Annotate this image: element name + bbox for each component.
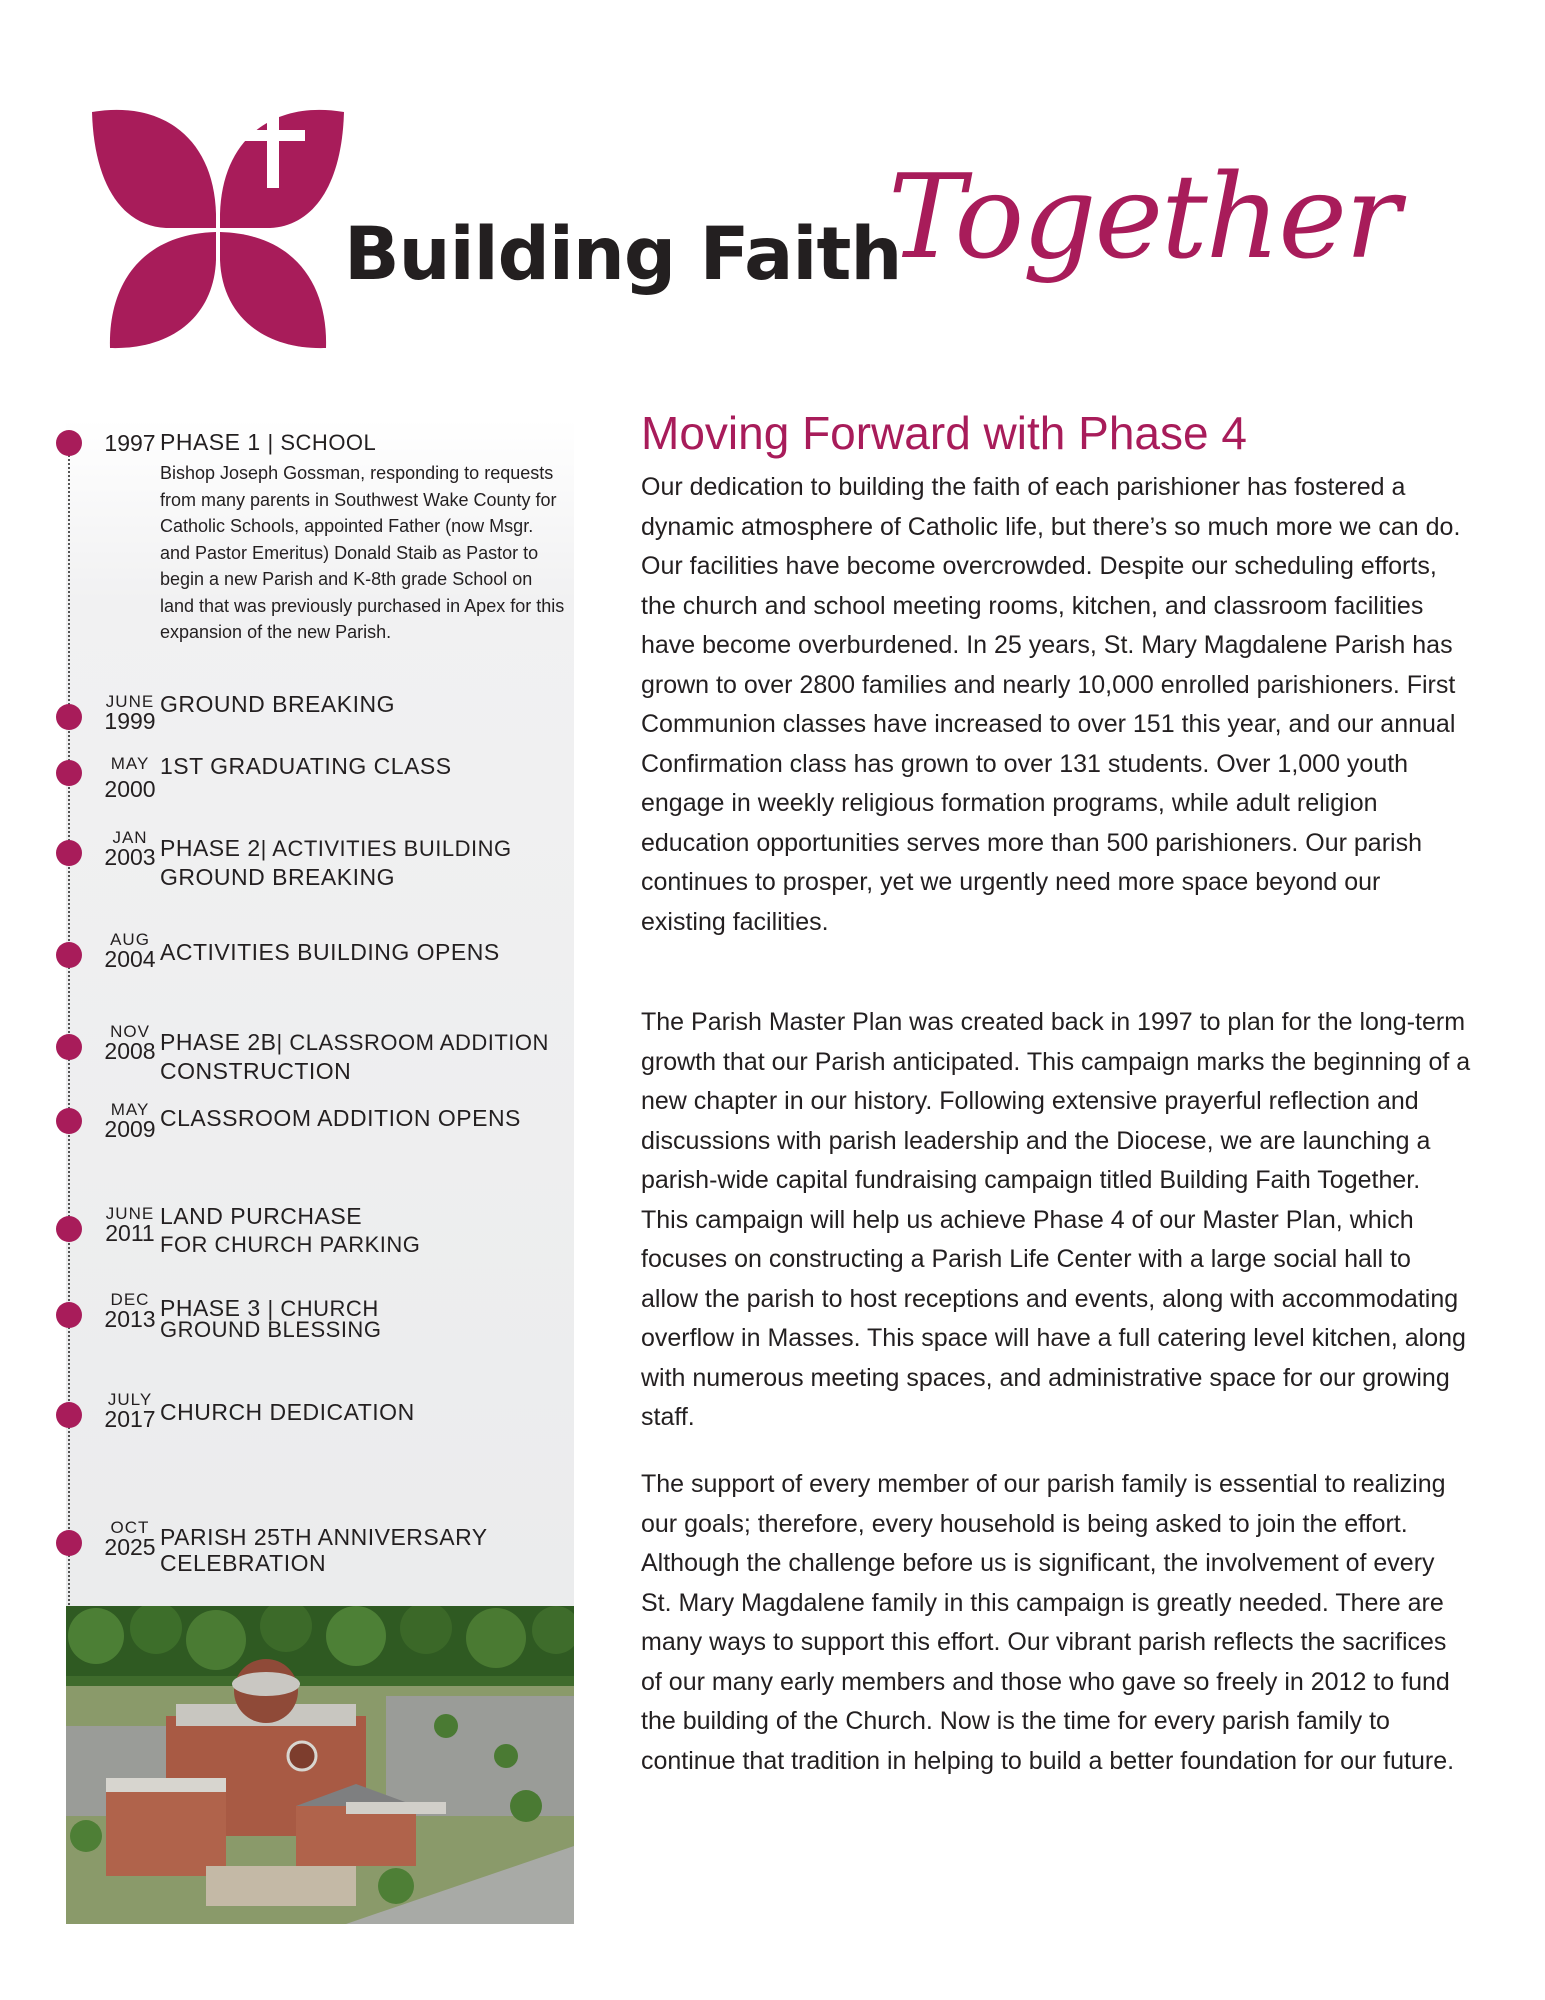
timeline-month: OCT	[110, 1518, 150, 1537]
timeline-month: JAN	[112, 828, 148, 847]
timeline-month: AUG	[110, 930, 150, 949]
timeline-dot	[56, 942, 82, 968]
timeline-item-2025	[56, 1518, 576, 1590]
timeline-dot	[56, 840, 82, 866]
logo-petal-lower-right	[220, 232, 326, 348]
timeline-year: 2011	[105, 1220, 155, 1246]
timeline-dot	[56, 1302, 82, 1328]
timeline-title: CLASSROOM ADDITION OPENS	[160, 1105, 521, 1131]
timeline-dot	[56, 1108, 82, 1134]
timeline-month: MAY	[110, 754, 150, 773]
timeline-dot	[56, 1034, 82, 1060]
timeline-dot	[56, 430, 82, 456]
timeline-dot	[56, 1216, 82, 1242]
article-paragraph-2: The Parish Master Plan was created back in 1997 to plan for the long-term growth that our Parish anticipated. This campaign marks the beginning of a new chapter in our history. Following extensive prayerful reflection and discussions with parish leadership and the Diocese, we are launching a parish-wide capital fundraising campaign titled Building Faith Together. This campaign will help us achieve Phase 4 of our Master Plan, which focuses on constructing a Parish Life Center with a large social hall to allow the parish to host receptions and events, along with accommodating overflow in Masses. This space will have a full catering level kitchen, along with numerous meeting spaces, and administrative space for our growing staff.	[641, 1008, 1471, 1431]
timeline-item-2003	[56, 828, 576, 900]
timeline-item-1997	[56, 429, 576, 642]
logo-title: Building Faith	[344, 212, 902, 297]
timeline-item-2009	[56, 1100, 576, 1168]
timeline-title: ACTIVITIES BUILDING OPENS	[160, 939, 500, 965]
timeline-year: 2008	[104, 1038, 156, 1064]
timeline-item-2011	[56, 1203, 576, 1276]
timeline-year: 2017	[104, 1406, 156, 1432]
butterfly-cross-icon	[92, 104, 344, 356]
timeline-month: JUNE	[105, 692, 155, 711]
timeline-month: DEC	[110, 1290, 150, 1309]
logo-petal-upper-left	[92, 110, 216, 228]
timeline-year: 2000	[104, 776, 156, 802]
timeline-year: 1997	[104, 430, 156, 456]
timeline-dot	[56, 1530, 82, 1556]
timeline-dot	[56, 1402, 82, 1428]
timeline-dot	[56, 704, 82, 730]
timeline-title: PHASE 2B| CLASSROOM ADDITION CONSTRUCTION	[160, 1029, 549, 1084]
logo-petal-lower-left	[110, 232, 216, 348]
timeline-year: 2009	[104, 1116, 156, 1142]
timeline-title: LAND PURCHASE FOR CHURCH PARKING	[160, 1203, 421, 1257]
timeline-title: PHASE 1 | SCHOOL	[160, 429, 377, 455]
timeline-year: 2025	[104, 1534, 156, 1560]
timeline-year: 2013	[104, 1306, 156, 1332]
timeline-year: 2003	[104, 844, 156, 870]
timeline-title: PARISH 25TH ANNIVERSARY CELEBRATION	[160, 1524, 488, 1576]
timeline-dot	[56, 760, 82, 786]
timeline-item-2000	[56, 753, 576, 820]
timeline-item-2017	[56, 1390, 576, 1462]
article-paragraph-3: The support of every member of our parish family is essential to realizing our goals; therefore, every household is being asked to join the effort. Although the challenge before us is significant, the involvement of every St. Mary Magdalene family in this campaign is greatly needed. There are many ways to support this effort. Our vibrant parish reflects the sacrifices of our many early members and those who gave so freely in 2012 to fund the building of the Church. Now is the time for every parish family to continue that tradition in helping to build a better foundation for our future.	[641, 1470, 1455, 1775]
timeline-month: JULY	[107, 1390, 153, 1409]
timeline-item-2004	[56, 930, 576, 1002]
timeline-month: NOV	[110, 1022, 150, 1041]
logo-script: Together	[888, 150, 1399, 285]
timeline-description: Bishop Joseph Gossman, responding to requests from many parents in Southwest Wake County for Catholic Schools, appointed Father (now Msgr. and Pastor Emeritus) Donald Staib as Pastor to begin a new Parish and K-8th grade School on land that was previously purchased in Apex for this expansion of the new Parish.	[160, 463, 565, 642]
timeline-title: PHASE 2| ACTIVITIES BUILDING GROUND BREAKING	[160, 835, 512, 890]
timeline-title: CHURCH DEDICATION	[160, 1399, 415, 1425]
timeline-month: JUNE	[105, 1204, 155, 1223]
article-paragraph-1: Our dedication to building the faith of each parishioner has fostered a dynamic atmosphere of Catholic life, but there’s so much more we can do. Our facilities have become overcrowded. Despite our scheduling efforts, the church and school meeting rooms, kitchen, and classroom facilities have become overburdened. In 25 years, St. Mary Magdalene Parish has grown to over 2800 families and nearly 10,000 enrolled parishioners. First Communion classes have increased to over 151 this year, and our annual Confirmation class has grown to over 131 students. Over 1,000 youth engage in weekly religious formation programs, while adult religion education opportunities serves more than 500 parishioners. Our parish continues to prosper, yet we urgently need more space beyond our existing facilities.	[641, 473, 1461, 936]
timeline-year: 2004	[104, 946, 156, 972]
church-aerial-photo	[66, 1606, 574, 1924]
timeline-title: 1ST GRADUATING CLASS	[160, 753, 452, 779]
article-heading: Moving Forward with Phase 4	[641, 407, 1247, 459]
timeline-item-2008	[56, 1022, 576, 1094]
timeline-month: MAY	[110, 1100, 150, 1119]
timeline-title: PHASE 3 | CHURCH GROUND BLESSING	[160, 1295, 382, 1342]
timeline-year: 1999	[104, 708, 156, 734]
timeline-item-2013	[56, 1290, 576, 1362]
logo-petal-upper-right	[220, 110, 344, 228]
timeline-title: GROUND BREAKING	[160, 691, 395, 717]
